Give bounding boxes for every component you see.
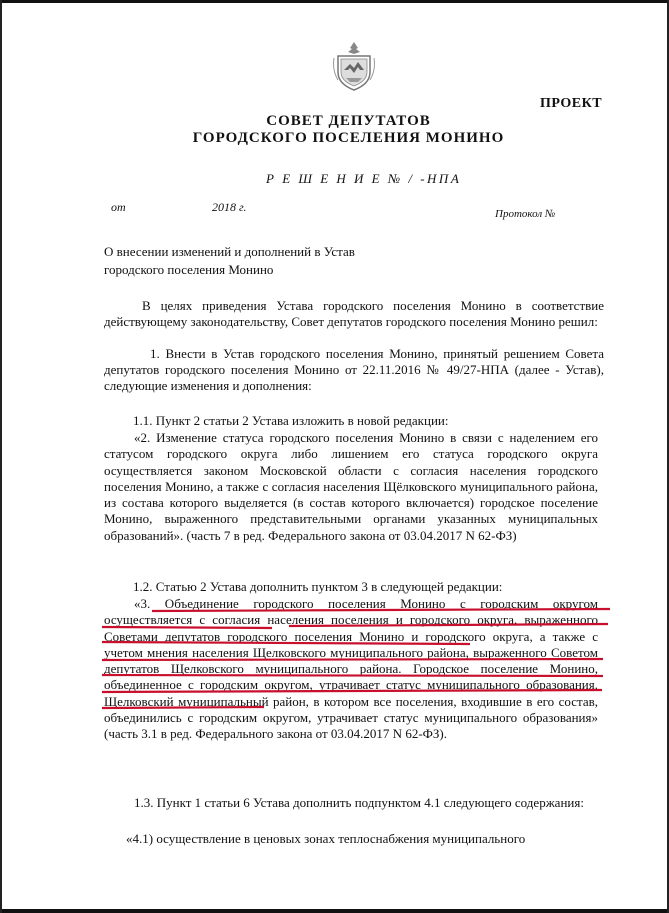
scan-top-border <box>0 0 669 3</box>
decision-number: Р Е Ш Е Н И Е № / -НПА <box>266 171 462 186</box>
preamble-paragraph: В целях приведения Устава городского поселения Монино в соответствие действующему законодательству, Совет депутатов городского поселения Монино решил: <box>104 298 604 330</box>
subject-line-2: городского поселения Монино <box>104 262 274 277</box>
subject-line-1: О внесении изменений и дополнений в Устав <box>104 244 355 259</box>
scan-bottom-border <box>0 909 669 913</box>
item-1-2-quote: «3. Объединение городского поселения Монино с городским округом осуществляется с согласия населения поселения и городского округа, выраженного Советами депутатов городского поселения Монино и городского округа, а также с учетом мнения населения Щелковского муниципального района, выраженного Советом депутатов Щелковского муниципального района. Городское поселение Монино, объединенное с городским округом, утрачивает статус муниципального образования. Щелковский муниципальный район, в котором все поселения, входившие в его состав, объединились с городским округом, утрачивает статус муниципального образования» (часть 3.1 в ред. Федерального закона от 03.04.2017 N 62-ФЗ). <box>104 596 598 742</box>
coat-of-arms-emblem <box>332 40 376 92</box>
item-1-2-heading: 1.2. Статью 2 Устава дополнить пунктом 3 в следующей редакции: <box>133 579 503 594</box>
item-4-1-quote-start: «4.1) осуществление в ценовых зонах теплоснабжения муниципального <box>126 831 526 846</box>
council-title-line1: СОВЕТ ДЕПУТАТОВ <box>266 113 431 129</box>
date-year: 2018 г. <box>212 200 247 214</box>
protocol-number: Протокол № <box>495 208 556 220</box>
draft-label: ПРОЕКТ <box>540 96 603 111</box>
item-1-1-quote: «2. Изменение статуса городского поселения Монино в связи с наделением его статусом городского округа либо лишением его статуса городского округа осуществляется законом Московской области с согласия населения городского поселения Монино, а также с согласия населения Щёлковского муниципального района, из состава которого выделяется (в состав которого включается) городское поселение Монино, выраженного представительными органами указанных муниципальных образований». (часть 7 в ред. Федерального закона от 03.04.2017 N 62-ФЗ) <box>104 430 598 543</box>
item-1-1-heading: 1.1. Пункт 2 статьи 2 Устава изложить в новой редакции: <box>133 413 449 428</box>
item-1-3-heading: 1.3. Пункт 1 статьи 6 Устава дополнить подпунктом 4.1 следующего содержания: <box>134 795 584 810</box>
item-1-paragraph: 1. Внести в Устав городского поселения Монино, принятый решением Совета депутатов городского поселения Монино от 22.11.2016 № 49/27-НПА (далее - Устав), следующие изменения и дополнения: <box>104 346 604 394</box>
council-title-line2: ГОРОДСКОГО ПОСЕЛЕНИЯ МОНИНО <box>192 130 505 146</box>
date-prefix: от <box>111 200 126 214</box>
